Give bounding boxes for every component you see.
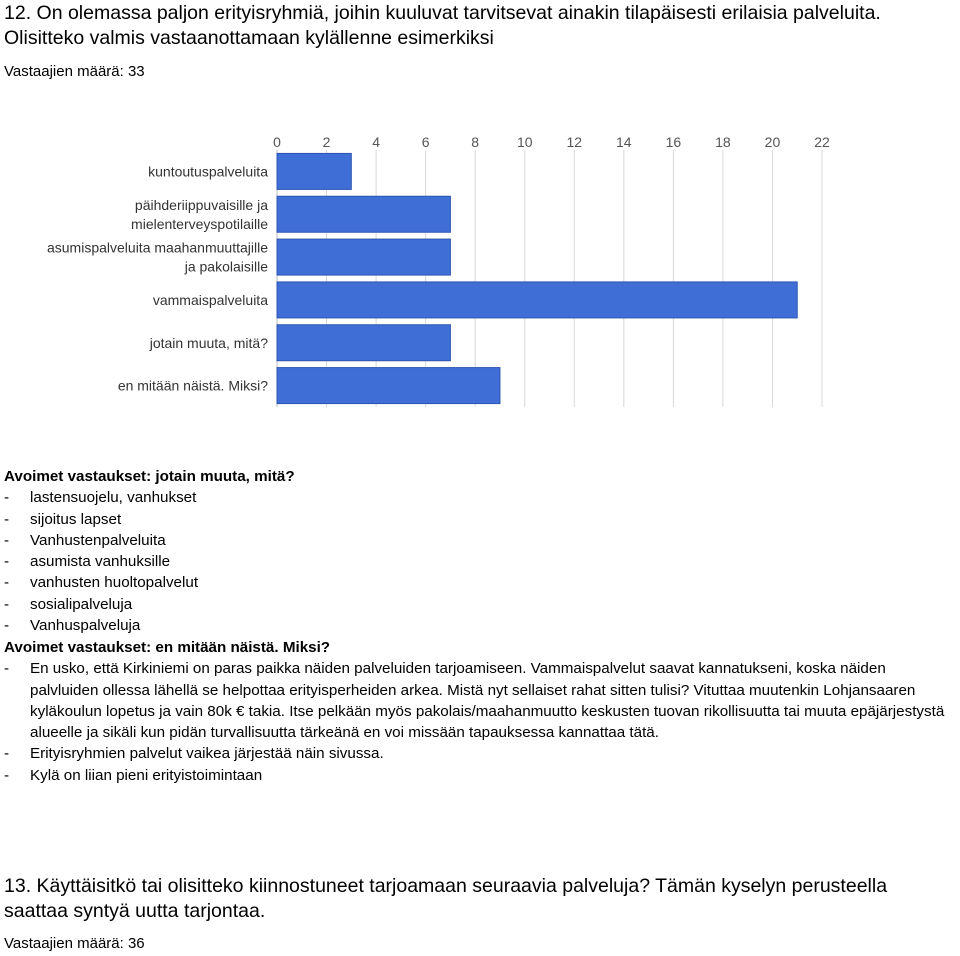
answer-text: sijoitus lapset	[30, 510, 122, 528]
bullet-dash: -	[4, 531, 10, 549]
bullet-dash: -	[4, 553, 10, 571]
answer-list	[4, 487, 958, 636]
bar	[277, 325, 450, 361]
answer-item	[4, 658, 958, 743]
category-label: kuntoutuspalveluita	[148, 163, 268, 180]
x-tick-label: 18	[715, 134, 731, 150]
answer-item	[4, 765, 958, 786]
respondent-count: Vastaajien määrä: 36	[4, 935, 145, 952]
x-tick-label: 22	[814, 134, 830, 150]
x-tick-label: 12	[566, 134, 583, 150]
answer-item	[4, 572, 958, 593]
answer-text: vanhusten huoltopalvelut	[30, 574, 199, 592]
x-tick-label: 14	[616, 134, 632, 150]
open-answers-heading: Avoimet vastaukset: en mitään näistä. Miksi?	[4, 639, 331, 656]
bar	[277, 282, 797, 318]
x-tick-label: 0	[273, 134, 281, 150]
answer-text: asumista vanhuksille	[30, 553, 171, 571]
answer-item	[4, 615, 958, 636]
category-label: päihderiippuvaisille ja	[134, 196, 268, 213]
bullet-dash: -	[4, 745, 10, 763]
bullet-dash: -	[4, 489, 10, 507]
answer-text: Vanhuspalveluja	[30, 617, 141, 635]
category-label: ja pakolaisille	[184, 258, 268, 275]
bar	[277, 239, 450, 275]
category-label: jotain muuta, mitä?	[149, 334, 268, 351]
x-tick-label: 2	[322, 134, 331, 150]
answer-item	[4, 487, 958, 508]
bullet-dash: -	[4, 617, 10, 635]
respondent-count: Vastaajien määrä: 33	[4, 63, 145, 80]
category-label: en mitään näistä. Miksi?	[117, 377, 268, 394]
bar	[277, 196, 450, 232]
question-13-title: 13. Käyttäisitkö tai olisitteko kiinnostuneet tarjoamaan seuraavia palveluja? Tämän kyselyn perusteella saattaa syntyä uutta tarjontaa.	[4, 875, 888, 922]
category-label: vammaispalveluita	[152, 291, 268, 308]
open-answers-heading: Avoimet vastaukset: jotain muuta, mitä?	[4, 468, 295, 485]
bullet-dash: -	[4, 574, 10, 592]
x-tick-label: 16	[665, 134, 682, 150]
bar-chart	[0, 128, 840, 410]
category-label: mielenterveyspotilaille	[131, 215, 268, 232]
bar	[277, 153, 351, 189]
answer-item	[4, 509, 958, 530]
bullet-dash: -	[4, 595, 10, 613]
answer-item	[4, 743, 958, 764]
x-tick-label: 6	[421, 134, 430, 150]
answer-text: lastensuojelu, vanhukset	[30, 489, 197, 507]
answer-text: Erityisryhmien palvelut vaikea järjestää näin sivussa.	[30, 745, 384, 763]
answer-list	[4, 658, 958, 786]
open-answers-other	[4, 466, 958, 636]
x-tick-label: 20	[764, 134, 781, 150]
answer-item	[4, 530, 958, 551]
x-tick-label: 4	[372, 134, 380, 150]
answer-text: Kylä on liian pieni erityistoimintaan	[30, 766, 263, 784]
answer-item	[4, 551, 958, 572]
category-label: asumispalveluita maahanmuuttajille	[46, 239, 268, 256]
answer-text: En usko, että Kirkiniemi on paras paikka näiden palveluiden tarjoamiseen. Vammaispalvelut saavat kannatukseni, koska näiden palvluiden ollessa lähellä se helpottaa erityisperheiden arkea. Mistä nyt sellaiset rahat sitten tulisi? Vituttaa muutenkin Lohjansaaren kyläkoulun lopetus ja vain 80k € takia. Itse pelkään myös pakolais/maahanmuutto keskusten tuovan rikollisuutta tai muuta epäjärjestystä alueelle ja sikäli kun pidän turvallisuutta tärkeänä en voi missään tapauksessa kannattaa tätä.	[30, 660, 945, 742]
answer-text: sosialipalveluja	[30, 595, 133, 613]
bullet-dash: -	[4, 510, 10, 528]
answer-item	[4, 594, 958, 615]
x-tick-label: 10	[516, 134, 533, 150]
x-tick-label: 8	[471, 134, 480, 150]
open-answers-none	[4, 637, 958, 786]
answer-text: Vanhustenpalveluita	[30, 531, 166, 549]
bar	[277, 368, 500, 404]
bullet-dash: -	[4, 766, 10, 784]
question-12-title: 12. On olemassa paljon erityisryhmiä, joihin kuuluvat tarvitsevat ainakin tilapäisesti erilaisia palveluita. Olisitteko valmis vastaanottamaan kylällenne esimerkiksi	[4, 2, 881, 49]
bullet-dash: -	[4, 660, 10, 678]
